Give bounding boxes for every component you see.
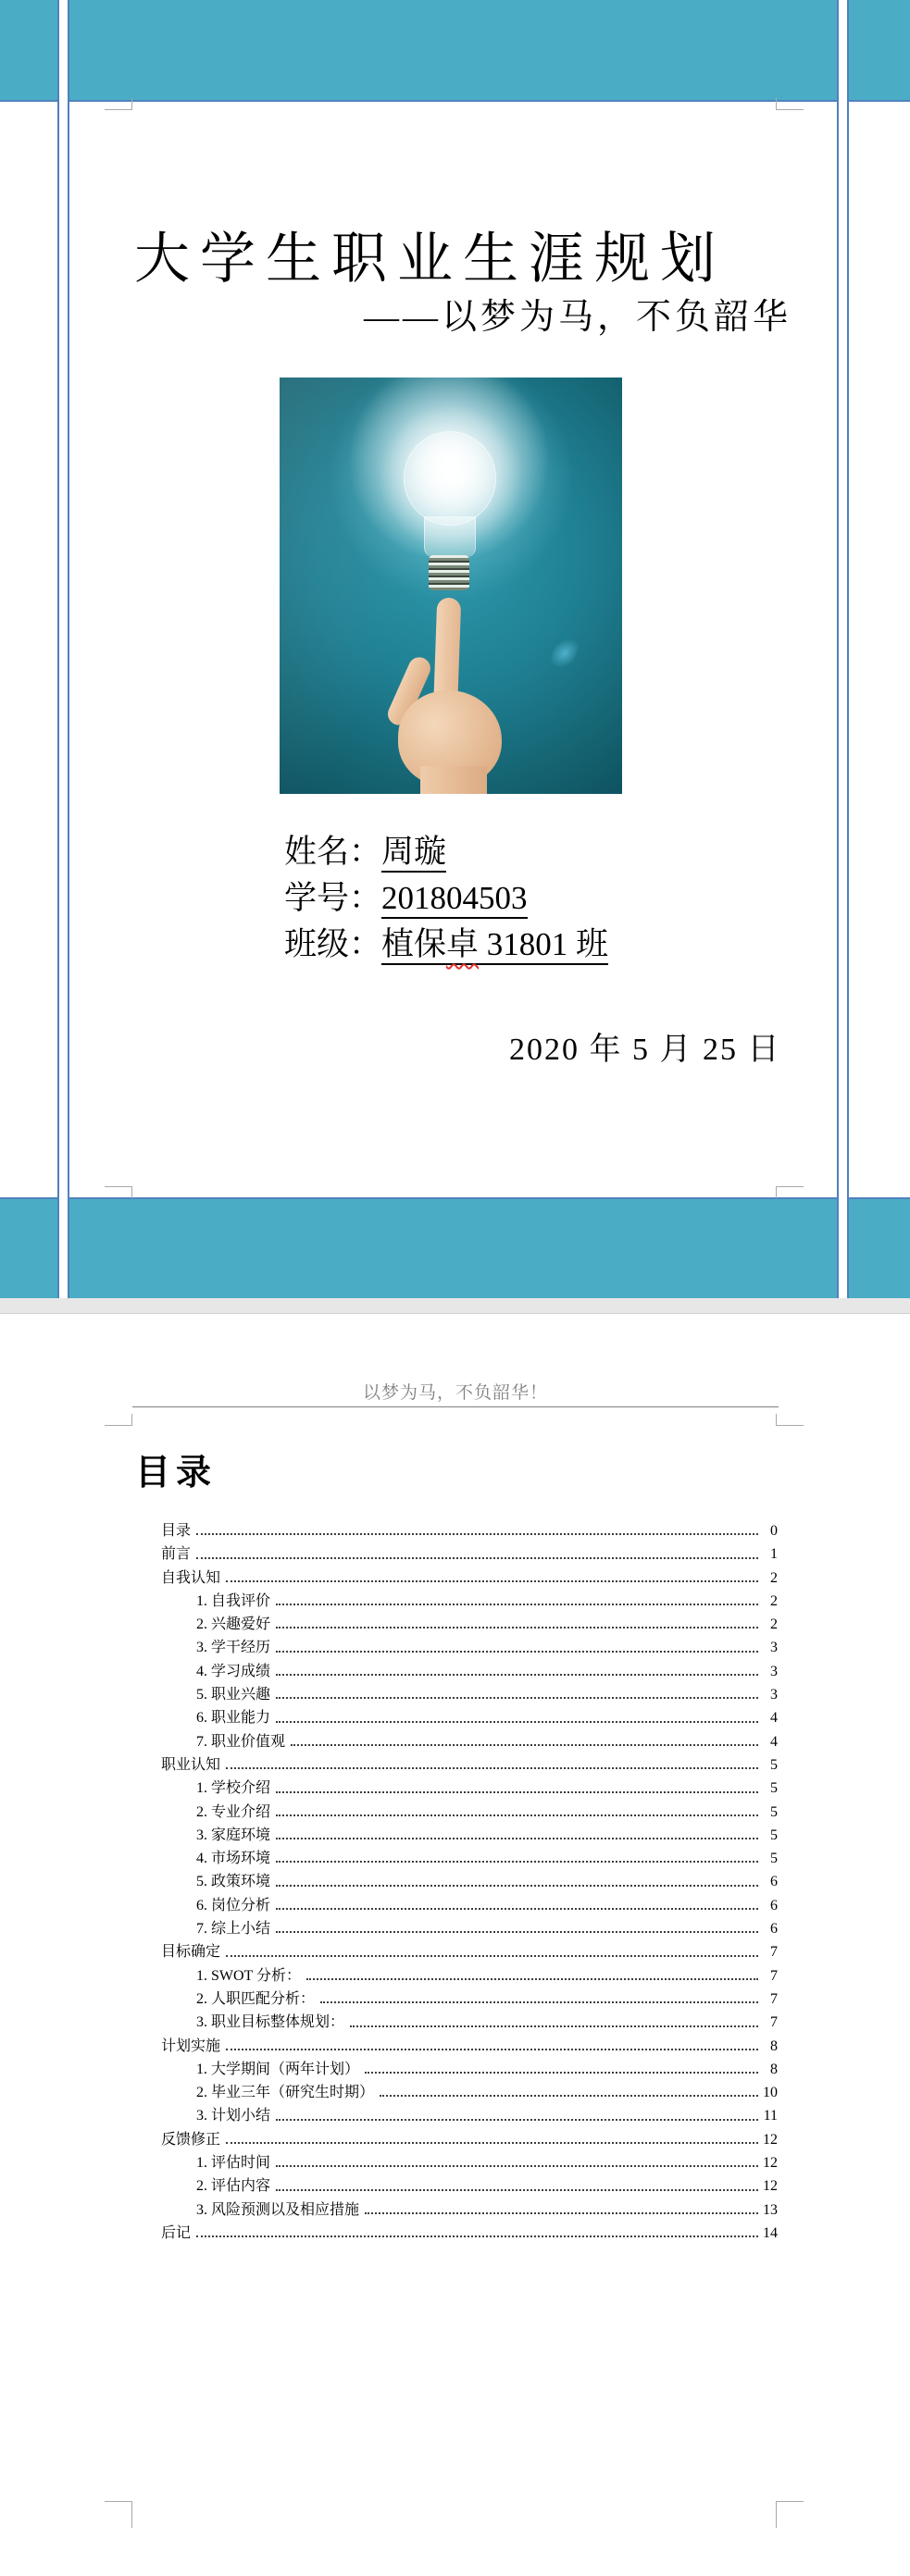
toc-entry[interactable] <box>161 2080 778 2103</box>
toc-page-number: 5 <box>770 1803 778 1820</box>
toc-page-number: 2 <box>770 1592 778 1609</box>
toc-entry-label: 3. 家庭环境 <box>196 1827 271 1843</box>
toc-entry-label: 目录 <box>161 1523 192 1539</box>
toc-entry[interactable] <box>161 2034 778 2057</box>
left-stripe-decoration <box>57 0 69 1298</box>
toc-entry-label: 5. 政策环境 <box>196 1874 271 1890</box>
toc-entry[interactable] <box>161 1518 778 1542</box>
toc-page-number: 6 <box>770 1897 778 1913</box>
cover-photo <box>280 378 622 794</box>
toc-leader <box>276 1791 758 1793</box>
toc-entry[interactable] <box>161 2198 778 2221</box>
toc-leader <box>276 1697 758 1699</box>
toc-entry-label: 1. 评估时间 <box>196 2155 271 2172</box>
toc-entry-label: 1. SWOT 分析： <box>196 1967 302 1984</box>
toc-entry-label: 2. 兴趣爱好 <box>196 1616 271 1633</box>
toc-leader <box>276 2189 758 2191</box>
page-header-text: 以梦为马，不负韶华！ <box>362 1383 548 1403</box>
toc-entry[interactable] <box>161 1729 778 1752</box>
name-value: 周璇 <box>381 834 446 873</box>
toc-entry[interactable] <box>161 1682 778 1705</box>
toc-entry-label: 3. 风险预测以及相应措施 <box>196 2201 360 2218</box>
cover-date: 2020 年 5 月 25 日 <box>509 1033 781 1067</box>
toc-entry[interactable] <box>161 2174 778 2197</box>
toc-entry-label: 计划实施 <box>161 2037 221 2054</box>
toc-entry[interactable] <box>161 1635 778 1658</box>
toc-entry[interactable] <box>161 1776 778 1799</box>
toc-leader <box>320 2001 758 2003</box>
toc-entry-label: 3. 学干经历 <box>196 1640 271 1656</box>
toc-leader <box>196 1557 758 1559</box>
toc-page-number: 2 <box>770 1569 778 1586</box>
toc-leader <box>276 1814 758 1816</box>
toc-leader <box>226 2049 758 2050</box>
margin-mark <box>776 1414 804 1426</box>
lens-flare-illustration <box>547 637 582 670</box>
toc-leader <box>276 1651 758 1653</box>
toc-page-number: 7 <box>770 1967 778 1984</box>
toc-leader <box>291 1744 758 1746</box>
toc-entry-label: 2. 专业介绍 <box>196 1803 271 1820</box>
toc-leader <box>226 2142 758 2144</box>
student-id-value: 201804503 <box>381 880 528 919</box>
toc-entry-label: 自我认知 <box>161 1569 221 1586</box>
lightbulb-base-illustration <box>429 555 469 590</box>
toc-entry-label: 3. 职业目标整体规划： <box>196 2014 345 2031</box>
cover-top-banner <box>0 0 910 102</box>
toc-entry[interactable] <box>161 1566 778 1589</box>
toc-page-number: 4 <box>770 1733 778 1750</box>
toc-entry[interactable] <box>161 1823 778 1846</box>
toc-page-number: 11 <box>763 2108 778 2124</box>
toc-leader <box>276 1838 758 1839</box>
toc-entry-label: 前言 <box>161 1546 192 1563</box>
toc-leader <box>276 1604 758 1605</box>
toc-entry-label: 1. 大学期间（两年计划） <box>196 2061 360 2077</box>
toc-leader <box>276 2165 758 2167</box>
toc-entry-label: 4. 市场环境 <box>196 1851 271 1867</box>
margin-mark <box>776 98 804 110</box>
wrist-illustration <box>420 766 487 794</box>
toc-leader <box>380 2095 758 2097</box>
toc-entry-label: 2. 毕业三年（研究生时期） <box>196 2085 375 2101</box>
toc-entry[interactable] <box>161 2103 778 2126</box>
toc-page-number: 8 <box>770 2061 778 2077</box>
toc-leader <box>276 1861 758 1863</box>
margin-mark <box>776 1186 804 1198</box>
margin-mark <box>105 2501 132 2528</box>
toc-heading: 目录 <box>135 1454 218 1492</box>
toc-page-number: 0 <box>770 1523 778 1539</box>
toc-leader <box>365 2212 758 2214</box>
toc-entry-label: 2. 人职匹配分析： <box>196 1990 316 2007</box>
toc-entry[interactable] <box>161 1800 778 1823</box>
toc-page-number: 13 <box>763 2201 778 2218</box>
toc-leader <box>306 1978 758 1980</box>
toc-page-number: 5 <box>770 1780 778 1797</box>
toc-leader <box>226 1955 758 1957</box>
toc-entry[interactable] <box>161 1752 778 1776</box>
toc-page-number: 5 <box>770 1851 778 1867</box>
toc-entry-label: 目标确定 <box>161 1944 221 1961</box>
toc-entry-label: 7. 职业价值观 <box>196 1733 286 1750</box>
toc-page-number: 12 <box>763 2178 778 2195</box>
toc-entry[interactable] <box>161 2010 778 2033</box>
page-separator <box>0 1298 910 1314</box>
student-id-label: 学号： <box>284 880 382 916</box>
toc-page-number: 5 <box>770 1756 778 1773</box>
class-label: 班级： <box>284 926 382 962</box>
toc-page-number: 7 <box>770 2014 778 2031</box>
toc-entry-label: 2. 评估内容 <box>196 2178 271 2195</box>
toc-entry-label: 反馈修正 <box>161 2131 221 2148</box>
margin-mark <box>105 1186 132 1198</box>
cover-fields <box>284 829 608 968</box>
toc-entry-label: 6. 职业能力 <box>196 1710 271 1727</box>
toc-page-number: 3 <box>770 1687 778 1703</box>
toc-entry-label: 1. 学校介绍 <box>196 1780 271 1797</box>
class-value-spellcheck: 卓 <box>446 926 480 962</box>
toc-entry-label: 职业认知 <box>161 1756 221 1773</box>
toc-leader <box>350 2025 758 2027</box>
lightbulb-illustration <box>404 431 496 526</box>
toc-entry[interactable] <box>161 1542 778 1565</box>
toc-entry[interactable] <box>161 1659 778 1682</box>
toc-page-number: 6 <box>770 1921 778 1938</box>
toc-leader <box>276 1931 758 1933</box>
toc-entry[interactable] <box>161 1589 778 1612</box>
toc-entry[interactable] <box>161 1612 778 1635</box>
toc-entry[interactable] <box>161 1987 778 2010</box>
toc-page-number: 5 <box>770 1827 778 1843</box>
toc-entry[interactable] <box>161 2057 778 2080</box>
margin-mark <box>776 2501 804 2528</box>
toc-page-number: 8 <box>770 2037 778 2054</box>
header-rule <box>132 1406 779 1407</box>
toc-page-number: 12 <box>763 2155 778 2172</box>
student-id-row <box>284 875 608 922</box>
toc-entry[interactable] <box>161 1916 778 1939</box>
cover-bottom-banner <box>0 1197 910 1298</box>
margin-mark <box>105 98 132 110</box>
class-value <box>381 926 608 965</box>
right-stripe-decoration <box>837 0 849 1298</box>
name-row <box>284 829 608 875</box>
toc-entry-label: 后记 <box>161 2224 192 2241</box>
toc-entry[interactable] <box>161 2127 778 2150</box>
class-row <box>284 922 608 968</box>
toc-leader <box>276 1908 758 1910</box>
toc-page-number: 10 <box>763 2085 778 2101</box>
toc-entry[interactable] <box>161 1869 778 1892</box>
toc-leader <box>196 1533 758 1535</box>
toc-entry[interactable] <box>161 1939 778 1963</box>
toc-entry-label: 4. 学习成绩 <box>196 1663 271 1679</box>
toc-list <box>161 1518 778 2244</box>
cover-subtitle: ——以梦为马，不负韶华 <box>363 298 792 337</box>
toc-leader <box>276 1885 758 1887</box>
toc-leader <box>196 2235 758 2237</box>
toc-leader <box>226 1767 758 1769</box>
toc-entry-label: 3. 计划小结 <box>196 2108 271 2124</box>
toc-page-number: 4 <box>770 1710 778 1727</box>
toc-entry[interactable] <box>161 2150 778 2174</box>
name-label: 姓名： <box>284 834 382 870</box>
toc-entry[interactable] <box>161 1893 778 1916</box>
margin-mark <box>105 1414 132 1426</box>
toc-page-number: 7 <box>770 1944 778 1961</box>
toc-page-number: 12 <box>763 2131 778 2148</box>
toc-leader <box>276 2119 758 2121</box>
cover-title: 大学生职业生涯规划 <box>134 229 726 290</box>
class-value-pre: 植保 <box>381 926 447 962</box>
toc-page-number: 14 <box>763 2224 778 2241</box>
toc-page-number: 6 <box>770 1874 778 1890</box>
toc-leader <box>276 1674 758 1676</box>
toc-page-number: 7 <box>770 1990 778 2007</box>
toc-entry[interactable] <box>161 2221 778 2244</box>
toc-entry-label: 5. 职业兴趣 <box>196 1687 271 1703</box>
toc-page-number: 2 <box>770 1616 778 1633</box>
toc-entry[interactable] <box>161 1846 778 1869</box>
toc-page-number: 3 <box>770 1640 778 1656</box>
toc-leader <box>365 2072 758 2074</box>
toc-entry-label: 6. 岗位分析 <box>196 1897 271 1913</box>
toc-page-number: 3 <box>770 1663 778 1679</box>
toc-entry-label: 7. 综上小结 <box>196 1921 271 1938</box>
toc-leader <box>276 1721 758 1723</box>
toc-entry[interactable] <box>161 1705 778 1728</box>
class-value-post: 31801 班 <box>479 926 609 962</box>
lightbulb-neck-illustration <box>424 516 476 557</box>
toc-leader <box>276 1627 758 1629</box>
toc-leader <box>226 1580 758 1582</box>
toc-entry[interactable] <box>161 1963 778 1987</box>
toc-entry-label: 1. 自我评价 <box>196 1592 271 1609</box>
toc-page-number: 1 <box>770 1546 778 1563</box>
